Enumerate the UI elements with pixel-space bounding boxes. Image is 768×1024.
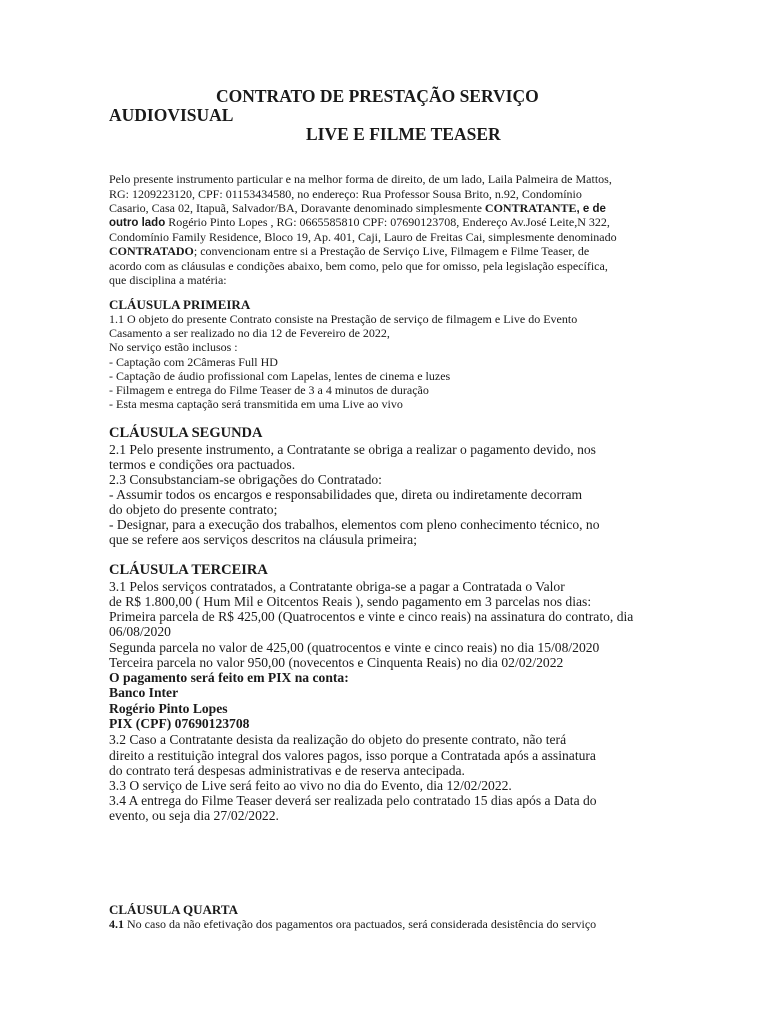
intro-text: Doravante denominado simplesmente [300,201,482,215]
clause-line [109,918,596,930]
clause-line: do contrato terá despesas administrativas e de reserva antecipada. [109,763,465,778]
clause-line: que se refere aos serviços descritos na cláusula primeira; [109,532,417,547]
title-line-3: LIVE E FILME TEASER [306,124,501,144]
intro-line: que disciplina a matéria: [109,273,227,287]
clause-heading: CLÁUSULA QUARTA [109,902,238,917]
clause-line: direito a restituição integral dos valores pagos, isso porque a Contratada após a assinatura [109,748,596,763]
intro-text: , e de [576,203,606,215]
clause-line: 06/08/2020 [109,624,171,639]
intro-line: Pelo presente instrumento particular e na melhor forma de direito, de um lado, Laila Palmeira de Mattos, [109,172,612,186]
clause-heading: CLÁUSULA TERCEIRA [109,562,268,578]
pix-key: PIX (CPF) 07690123708 [109,716,250,731]
intro-text: outro lado [109,217,166,229]
clause-line: - Filmagem e entrega do Filme Teaser de 3 a 4 minutos de duração [109,383,429,397]
clause-line: Primeira parcela de R$ 425,00 (Quatrocentos e vinte e cinco reais) na assinatura do contrato, dia [109,609,634,624]
clause-heading: CLÁUSULA PRIMEIRA [109,297,251,312]
clause-line: 2.1 Pelo presente instrumento, a Contratante se obriga a realizar o pagamento devido, nos [109,442,596,457]
pix-bank: Banco Inter [109,685,179,700]
clause-line: Casamento a ser realizado no dia 12 de Fevereiro de 2022, [109,326,390,340]
clause-line: Segunda parcela no valor de 425,00 (quatrocentos e vinte e cinco reais) no dia 15/08/2020 [109,640,600,655]
clause-heading: CLÁUSULA SEGUNDA [109,425,263,441]
intro-text: Rogério Pinto Lopes , RG: 0665585810 CPF: 07690123708, Endereço Av.José Leite,N 322, [165,215,610,229]
intro-line [109,216,610,230]
pix-heading: O pagamento será feito em PIX na conta: [109,670,349,685]
clause-line: No serviço estão inclusos : [109,340,238,354]
clause-line: 1.1 O objeto do presente Contrato consiste na Prestação de serviço de filmagem e Live do Evento [109,312,578,326]
clause-line: 3.4 A entrega do Filme Teaser deverá ser realizada pelo contratado 15 dias após a Data do [109,793,597,808]
contratante-term: CONTRATANTE [484,201,577,215]
clause-line: evento, ou seja dia 27/02/2022. [109,808,279,823]
intro-line: Condomínio Family Residence, Bloco 19, Ap. 401, Caji, Lauro de Freitas Cai, simplesmente denominado [109,230,617,244]
clause-number: 4.1 [109,917,124,931]
intro-line: RG: 1209223120, CPF: 01153434580, no endereço: Rua Professor Sousa Brito, n.92, Condomínio [109,187,582,201]
intro-line [109,245,589,257]
intro-line: acordo com as cláusulas e condições abaixo, bem como, pelo que for omisso, pela legislação específica, [109,259,608,273]
clause-line: 3.2 Caso a Contratante desista da realização do objeto do presente contrato, não terá [109,732,567,747]
title-line-2: AUDIOVISUAL [109,105,234,125]
clause-line: - Captação de áudio profissional com Lapelas, lentes de cinema e luzes [109,369,451,383]
clause-line: Terceira parcela no valor 950,00 (novecentos e Cinquenta Reais) no dia 02/02/2022 [109,655,564,670]
clause-line: de R$ 1.800,00 ( Hum Mil e Oitcentos Reais ), sendo pagamento em 3 parcelas nos dias: [109,594,592,609]
clause-line: - Captação com 2Câmeras Full HD [109,355,278,369]
pix-holder: Rogério Pinto Lopes [109,701,228,716]
contratado-term: CONTRATADO [109,244,194,258]
clause-line: do objeto do presente contrato; [109,502,278,517]
intro-text: Casario, Casa 02, Itapuã, Salvador/BA, [109,201,298,215]
title-line-1: CONTRATO DE PRESTAÇÃO SERVIÇO [216,86,539,106]
clause-line: 3.1 Pelos serviços contratados, a Contratante obriga-se a pagar a Contratada o Valor [109,579,565,594]
clause-text: No caso da não efetivação dos pagamentos ora pactuados, será considerada desistência do serviço [124,917,597,931]
clause-line: - Esta mesma captação será transmitida em uma Live ao vivo [109,397,403,411]
clause-line: 2.3 Consubstanciam-se obrigações do Contratado: [109,472,382,487]
intro-text: ; convencionam entre si a Prestação de Serviço Live, Filmagem e Filme Teaser, de [193,244,590,258]
clause-line: 3.3 O serviço de Live será feito ao vivo no dia do Evento, dia 12/02/2022. [109,778,512,793]
clause-line: - Designar, para a execução dos trabalhos, elementos com pleno conhecimento técnico, no [109,517,600,532]
clause-line: termos e condições ora pactuados. [109,457,296,472]
intro-line [109,202,606,216]
clause-line: - Assumir todos os encargos e responsabilidades que, direta ou indiretamente decorram [109,487,583,502]
